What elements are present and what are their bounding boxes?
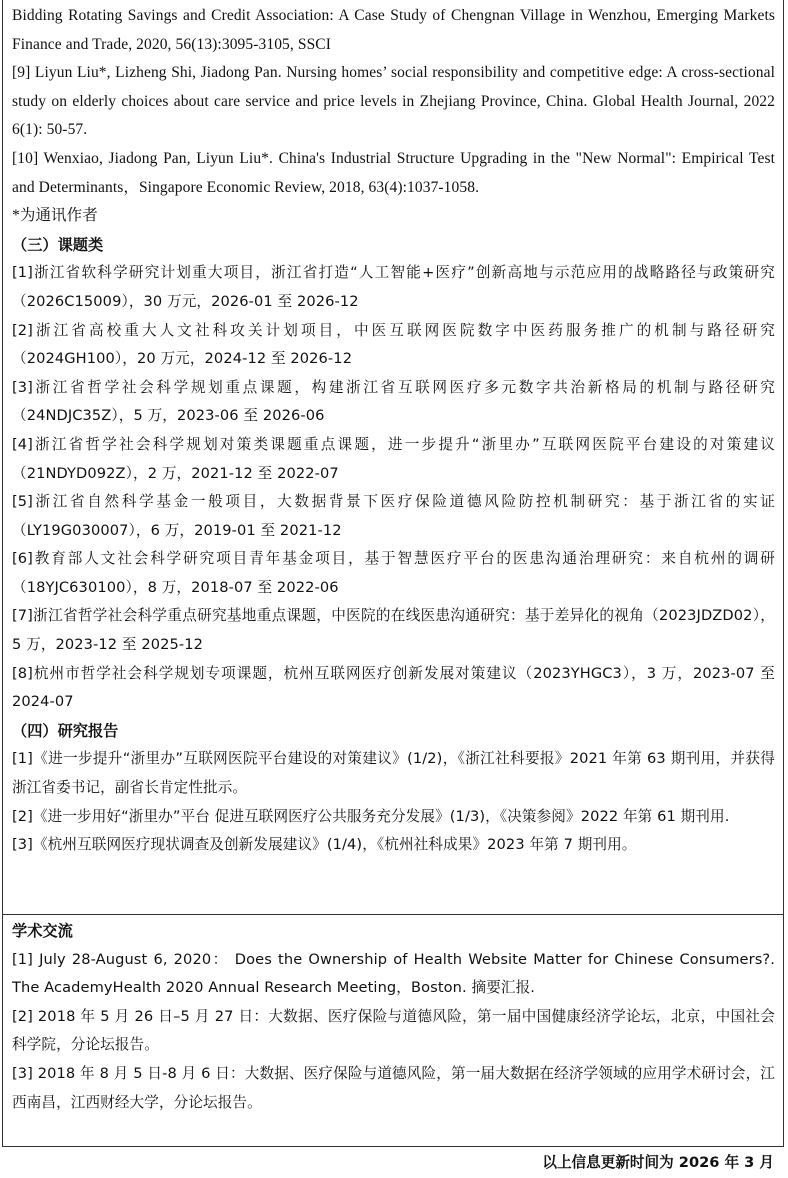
project-item-7: [7]浙江省哲学社会科学重点研究基地重点课题，中医院的在线医患沟通研究：基于差异化的视角（2023JDZD02），5 万，2023-12 至 2025-12: [12, 607, 775, 654]
project-item-4: [4]浙江省哲学社会科学规划对策类课题重点课题，进一步提升“浙里办”互联网医院平台建设的对策建议（21NDYD092Z），2 万，2021-12 至 2022-07: [12, 435, 775, 482]
exchange-item-2: [2] 2018 年 5 月 26 日–5 月 27 日：大数据、医疗保险与道德风险，第一届中国健康经济学论坛，北京，中国社会科学院，分论坛报告。: [12, 1007, 775, 1054]
project-item-5: [5]浙江省自然科学基金一般项目，大数据背景下医疗保险道德风险防控机制研究：基于浙江省的实证（LY19G030007），6 万，2019-01 至 2021-12: [12, 493, 775, 539]
paper-10: [10] Wenxiao, Jiadong Pan, Liyun Liu*. China's Industrial Structure Upgrading in the "New Normal": Empirical Test and Determinants，Singapore Economic Review, 2018, 63(4):1037-1058.: [12, 149, 775, 196]
project-item-1: [1]浙江省软科学研究计划重大项目，浙江省打造“人工智能+医疗”创新高地与示范应用的战略路径与政策研究（2026C15009），30 万元，2026-01 至 2026-12: [12, 264, 775, 310]
corresponding-author-note: *为通讯作者: [12, 207, 98, 225]
paper-9: [9] Liyun Liu*, Lizheng Shi, Jiadong Pan. Nursing homes’ social responsibility and competitive edge: A cross-sectional study on elderly choices about care service and price levels in Zhejiang Province, China. Global Health Journal, 2022 6(1): 50-57.: [12, 64, 775, 139]
project-item-2: [2]浙江省高校重大人文社科攻关计划项目，中医互联网医院数字中医药服务推广的机制与路径研究（2024GH100），20 万元，2024-12 至 2026-12: [12, 321, 775, 368]
report-item-3: [3]《杭州互联网医疗现状调查及创新发展建议》(1/4)，《杭州社科成果》2023 年第 7 期刊用。: [12, 836, 637, 854]
update-time-note: 以上信息更新时间为 2026 年 3 月: [542, 1154, 774, 1171]
exchange-heading: 学术交流: [12, 922, 73, 940]
report-item-1: [1]《进一步提升“浙里办”互联网医院平台建设的对策建议》(1/2)，《浙江社科要报》2021 年第 63 期刊用，并获得浙江省委书记，副省长肯定性批示。: [12, 750, 775, 797]
projects-heading: （三）课题类: [12, 235, 104, 254]
paper-8-continuation: Bidding Rotating Savings and Credit Association: A Case Study of Chengnan Village in Wenzhou, Emerging Markets Finance and Trade, 2020, 56(13):3095-3105, SSCI: [12, 7, 775, 53]
reports-heading: （四）研究报告: [12, 721, 119, 740]
academic-exchange-box: [2, 915, 784, 1147]
research-section-box: [2, 0, 784, 915]
project-item-6: [6]教育部人文社会科学研究项目青年基金项目，基于智慧医疗平台的医患沟通治理研究：来自杭州的调研（18YJC630100），8 万，2018-07 至 2022-06: [12, 550, 775, 596]
project-item-8: [8]杭州市哲学社会科学规划专项课题，杭州互联网医疗创新发展对策建议（2023YHGC3），3 万，2023-07 至 2024-07: [12, 664, 775, 711]
exchange-item-3: [3] 2018 年 8 月 5 日-8 月 6 日：大数据、医疗保险与道德风险，第一届大数据在经济学领域的应用学术研讨会，江西南昌，江西财经大学，分论坛报告。: [12, 1064, 775, 1111]
exchange-item-1: [1] July 28-August 6, 2020： Does the Ownership of Health Website Matter for Chinese Consumers?. The AcademyHealth 2020 Annual Research Meeting，Boston. 摘要汇报.: [12, 950, 775, 997]
report-item-2: [2]《进一步用好“浙里办”平台 促进互联网医疗公共服务充分发展》(1/3)，《决策参阅》2022 年第 61 期刊用.: [12, 807, 730, 825]
project-item-3: [3]浙江省哲学社会科学规划重点课题，构建浙江省互联网医疗多元数字共治新格局的机制与路径研究（24NDJC35Z），5 万，2023-06 至 2026-06: [12, 378, 775, 425]
